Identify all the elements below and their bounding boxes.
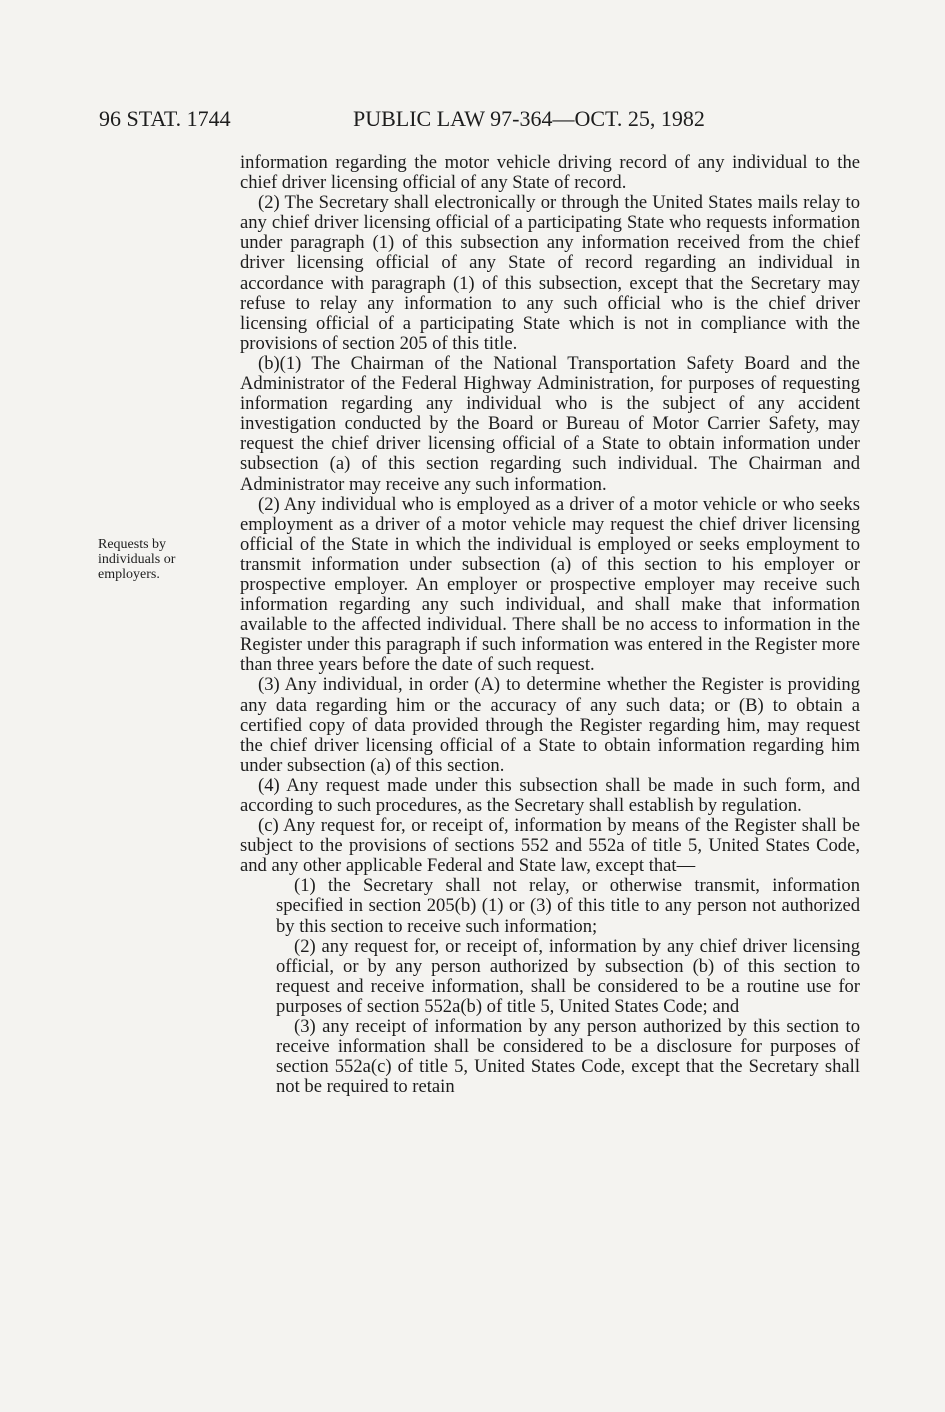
paragraph-b4: (4) Any request made under this subsection shall be made in such form, and according to such procedures, as the Secretary shall establish by regulation. <box>240 774 860 816</box>
paragraph-c2: (2) any request for, or receipt of, information by any chief driver licensing official, or by any person authorized by subsection (b) of this section to request and receive information, shall be considered to be a routine use for purposes of section 552a(b) of title 5, United States Code; and <box>276 935 860 1017</box>
paragraph-b2: (2) Any individual who is employed as a driver of a motor vehicle or who seeks employment as a driver of a motor vehicle may request the chief driver licensing official of the State in which the individual is employed or seeks employment to transmit information under subsection (a) of this section to his employer or prospective employer. An employer or prospective employer may receive such information regarding any such individual, and shall make that information available to the affected individual. There shall be no access to information in the Register under this paragraph if such information was entered in the Register more than three years before the date of such request. <box>240 493 860 676</box>
public-law-title: PUBLIC LAW 97-364—OCT. 25, 1982 <box>353 106 705 131</box>
paragraph-continuation: information regarding the motor vehicle driving record of any individual to the chief driver licensing official of any State of record. <box>240 152 860 194</box>
paragraph-c1: (1) the Secretary shall not relay, or otherwise transmit, information specified in section 205(b) (1) or (3) of this title to any person not authorized by this section to receive such information; <box>276 875 860 937</box>
paragraph-a2: (2) The Secretary shall electronically or through the United States mails relay to any chief driver licensing official of a participating State who requests information under paragraph (1) of this subsection any information received from the chief driver licensing official of any State of record regarding an individual in accordance with paragraph (1) of this subsection, except that the Secretary may refuse to relay any information to any such official who is the chief driver licensing official of a participating State which is not in compliance with the provisions of section 205 of this title. <box>240 192 860 354</box>
paragraph-c: (c) Any request for, or receipt of, information by means of the Register shall be subject to the provisions of sections 552 and 552a of title 5, United States Code, and any other applicable Federal and State law, except that— <box>240 815 860 877</box>
paragraph-b3: (3) Any individual, in order (A) to determine whether the Register is providing any data regarding him or the accuracy of any such data; or (B) to obtain a certified copy of data provided through the Register regarding him, may request the chief driver licensing official of a State to obtain information regarding him under subsection (a) of this section. <box>240 674 860 776</box>
page-header <box>99 106 739 140</box>
statute-page-reference: 96 STAT. 1744 <box>99 106 231 131</box>
body-text <box>240 153 860 1097</box>
paragraph-b1: (b)(1) The Chairman of the National Transportation Safety Board and the Administrator of the Federal Highway Administration, for purposes of requesting information regarding any individual who is the subject of any accident investigation conducted by the Board or Bureau of Motor Carrier Safety, may request the chief driver licensing official of a State to obtain information under subsection (a) of this section regarding such individual. The Chairman and Administrator may receive any such information. <box>240 352 860 495</box>
paragraph-c3: (3) any receipt of information by any person authorized by this section to receive information shall be considered to be a disclosure for purposes of section 552a(c) of title 5, United States Code, except that the Secretary shall not be required to retain <box>276 1016 860 1098</box>
margin-note: Requests by individuals or employers. <box>98 537 176 582</box>
